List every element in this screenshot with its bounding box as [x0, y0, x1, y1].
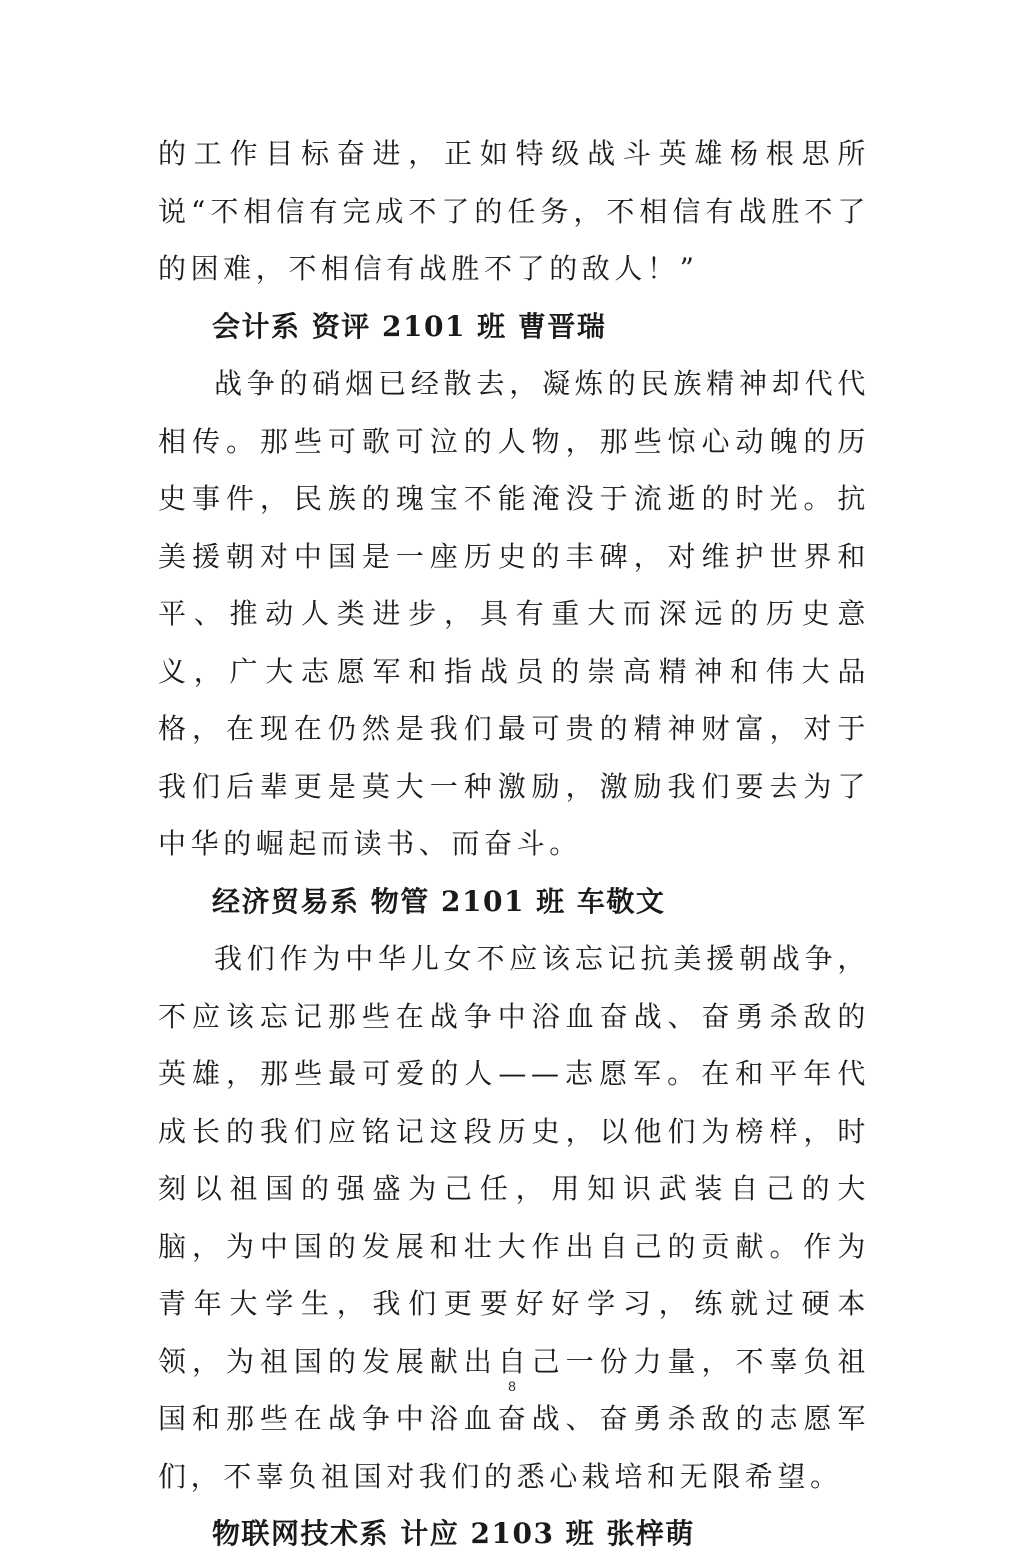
section-paragraph-1: 战争的硝烟已经散去，凝炼的民族精神却代代相传。那些可歌可泣的人物，那些惊心动魄的历史事件，民族的瑰宝不能淹没于流逝的时光。抗美援朝对中国是一座历史的丰碑，对维护世界和平、推动人类进步，具有重大而深远的历史意义，广大志愿军和指战员的崇高精神和伟大品格，在现在仍然是我们最可贵的精神财富，对于我们后辈更是莫大一种激励，激励我们要去为了中华的崛起而读书、而奋斗。: [158, 367, 870, 860]
document-body: [158, 125, 870, 1563]
section-paragraph-2: 我们作为中华儿女不应该忘记抗美援朝战争，不应该忘记那些在战争中浴血奋战、奋勇杀敌的英雄，那些最可爱的人——志愿军。在和平年代成长的我们应铭记这段历史，以他们为榜样，时刻以祖国的强盛为己任，用知识武装自己的大脑，为中国的发展和壮大作出自己的贡献。作为青年大学生，我们更要好好学习，练就过硬本领，为祖国的发展献出自己一份力量，不辜负祖国和那些在战争中浴血奋战、奋勇杀敌的志愿军们，不辜负祖国对我们的悉心栽培和无限希望。: [158, 942, 870, 1493]
continued-paragraph: 的工作目标奋进，正如特级战斗英雄杨根思所说“不相信有完成不了的任务，不相信有战胜不了的困难，不相信有战胜不了的敌人！”: [158, 137, 870, 285]
section-author-1: 会计系 资评 2101 班 曹晋瑞: [212, 309, 607, 343]
section-author-3: 物联网技术系 计应 2103 班 张梓萌: [212, 1517, 695, 1550]
page-number: 8: [508, 1378, 516, 1394]
section-author-2: 经济贸易系 物管 2101 班 车敬文: [212, 884, 666, 918]
